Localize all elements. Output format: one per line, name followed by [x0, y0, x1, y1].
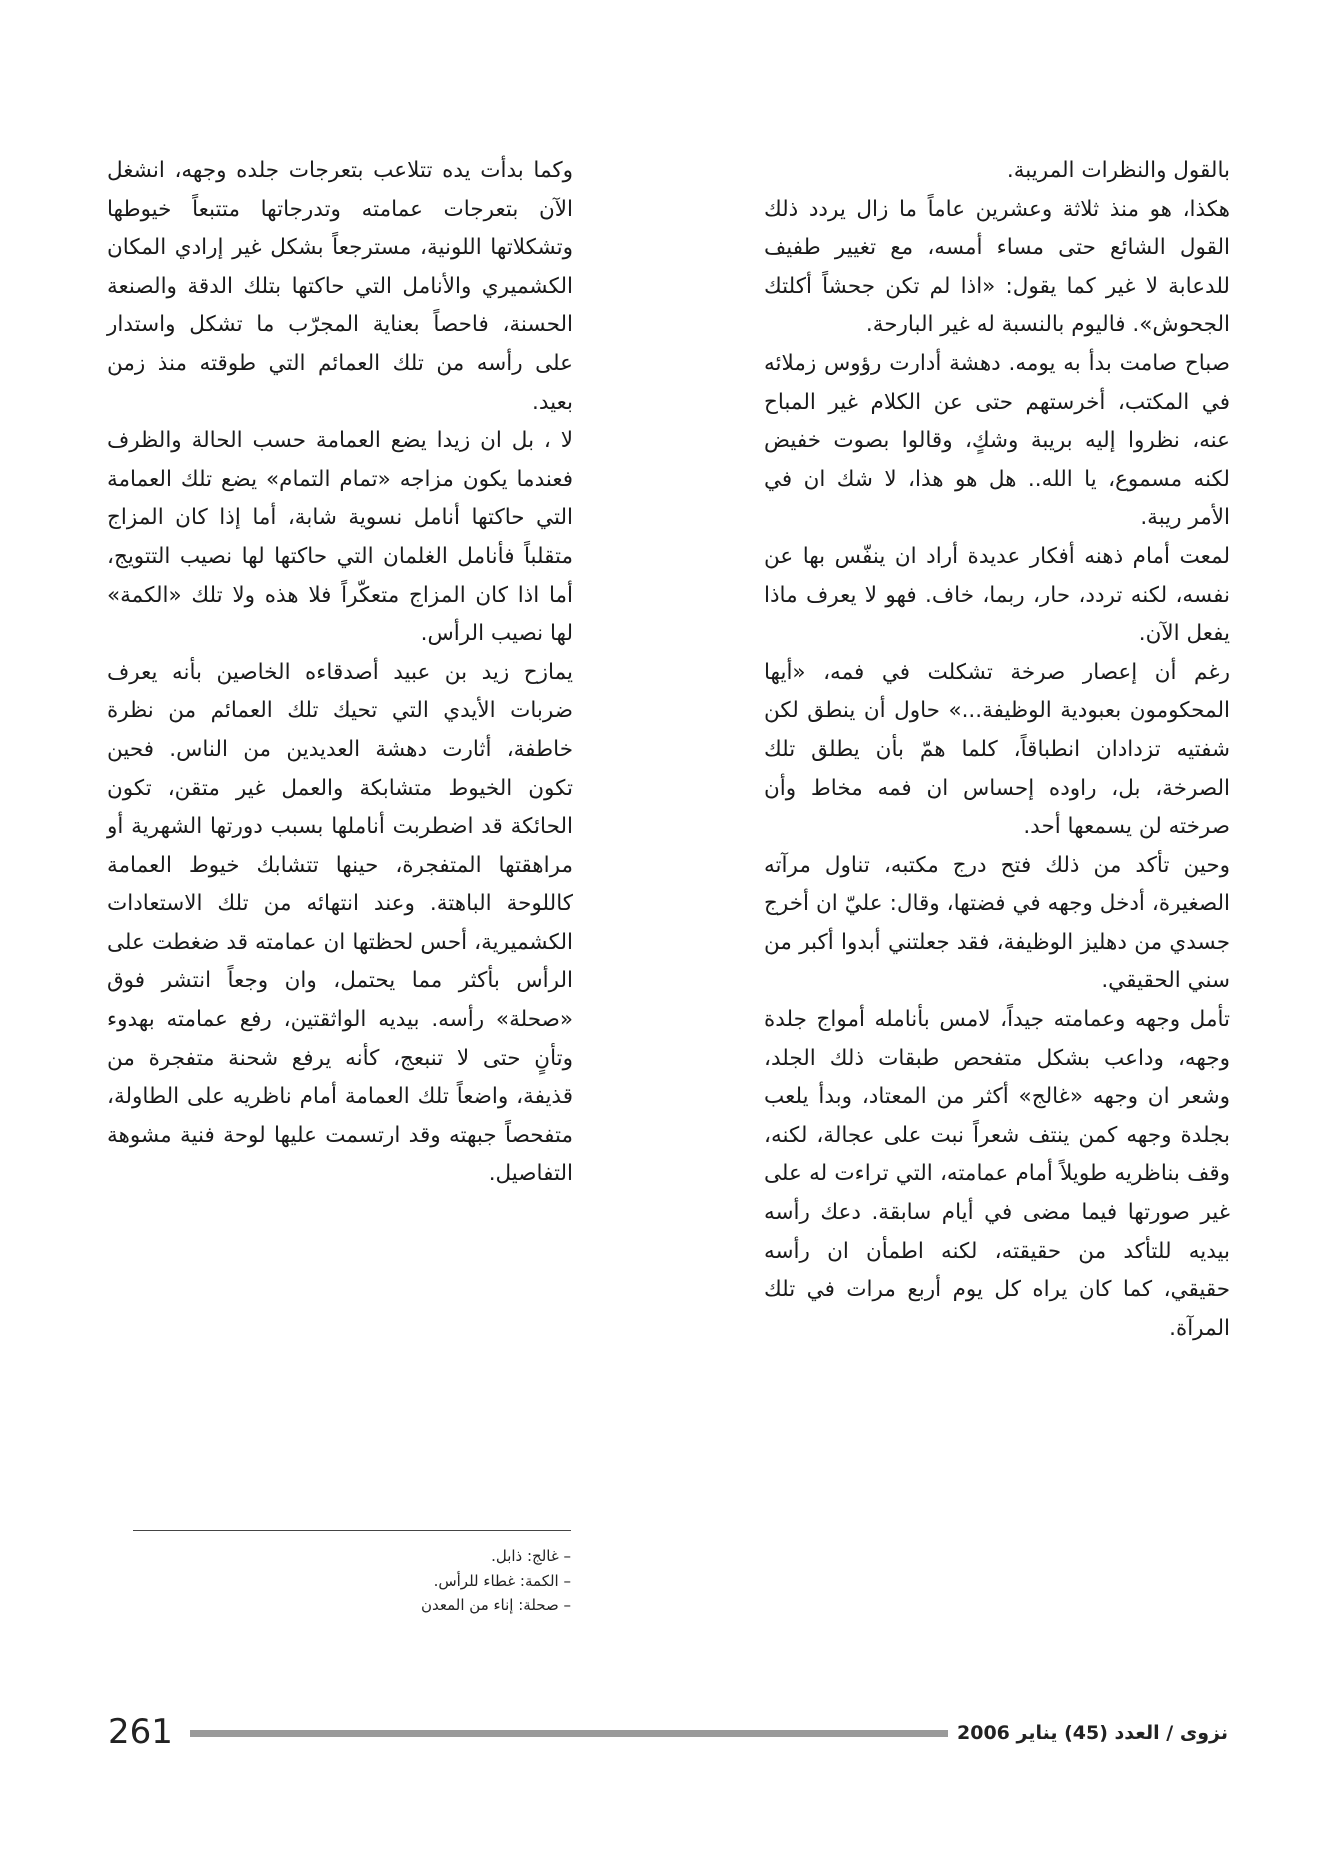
paragraph: لمعت أمام ذهنه أفكار عديدة أراد ان ينفّس بها عن نفسه، لكنه تردد، حار، ربما، خاف. فهو لا يعرف ماذا يفعل الآن. [764, 543, 1230, 647]
footnote: – الكمة: غطاء للرأس. [433, 1571, 571, 1590]
paragraph: تأمل وجهه وعمامته جيداً، لامس بأنامله أمواج جلدة وجهه، وداعب بشكل متفحص طبقات ذلك الجلد، وشعر ان وجهه «غالج» أكثر من المعتاد، وبدأ يلعب بجلدة وجهه كمن ينتف شعراً نبت على عجالة، لكنه، وقف بناظريه طويلاً أمام عمامته، التي تراءت له على غير صورتها فيما مضى في أيام سابقة. دعك رأسه بيديه للتأكد من حقيقته، لكنه اطمأن ان رأسه حقيقي، كما كان يراه كل يوم أربع مرات في تلك المرآة. [764, 1007, 1230, 1341]
footnotes [330, 1544, 571, 1618]
publication-info: نزوى / العدد (45) يناير 2006 [957, 1722, 1228, 1744]
right-column [764, 152, 1230, 1348]
paragraph: صباح صامت بدأ به يومه. دهشة أدارت رؤوس زملائه في المكتب، أخرستهم حتى عن الكلام غير المباح عنه، نظروا إليه بريبة وشكٍ، وقالوا بصوت خفيض لكنه مسموع، يا الله.. هل هو هذا، لا شك ان في الأمر ريبة. [764, 350, 1230, 531]
paragraph: بالقول والنظرات المريبة. [1006, 158, 1230, 183]
paragraph: رغم أن إعصار صرخة تشكلت في فمه، «أيها المحكومون بعبودية الوظيفة...» حاول أن ينطق لكن شفتيه تزدادان انطباقاً، كلما همّ بأن يطلق تلك الصرخة، بل، راوده إحساس ان فمه مخاط وأن صرخته لن يسمعها أحد. [764, 659, 1230, 840]
paragraph: وحين تأكد من ذلك فتح درج مكتبه، تناول مرآته الصغيرة، أدخل وجهه في فضتها، وقال: عليّ ان أخرج جسدي من دهليز الوظيفة، فقد جعلتني أبدوا أكبر من سني الحقيقي. [764, 852, 1230, 994]
footnote-divider [133, 1530, 571, 1531]
paragraph: يمازح زيد بن عبيد أصدقاءه الخاصين بأنه يعرف ضربات الأيدي التي تحيك تلك العمائم من نظرة خاطفة، أثارت دهشة العديدين من الناس. فحين تكون الخيوط متشابكة والعمل غير متقن، تكون الحائكة قد اضطربت أناملها بسبب دورتها الشهرية أو مراهقتها المتفجرة، حينها تتشابك خيوط العمامة كاللوحة الباهتة. وعند انتهائه من تلك الاستعادات الكشميرية، أحس لحظتها ان عمامته قد ضغطت على الرأس بأكثر مما يحتمل، وان وجعاً انتشر فوق «صحلة» رأسه. بيديه الواثقتين، رفع عمامته بهدوء وتأنٍ حتى لا تنبعج، كأنه يرفع شحنة متفجرة من قذيفة، واضعاً تلك العمامة أمام ناظريه على الطاولة، متفحصاً جبهته وقد ارتسمت عليها لوحة فنية مشوهة التفاصيل. [107, 659, 573, 1187]
left-column [107, 152, 573, 1194]
footer-rule [190, 1730, 948, 1737]
paragraph: لا ، بل ان زيدا يضع العمامة حسب الحالة والظرف فعندما يكون مزاجه «تمام التمام» يضع تلك العمامة التي حاكتها أنامل نسوية شابة، أما إذا كان المزاج متقلباً فأنامل الغلمان التي حاكتها لها نصيب التتويج، أما اذا كان المزاج متعكّراً فلا هذه ولا تلك «الكمة» لها نصيب الرأس. [107, 428, 573, 647]
paragraph: وكما بدأت يده تتلاعب بتعرجات جلده وجهه، انشغل الآن بتعرجات عمامته وتدرجاتها متتبعاً خيوطها وتشكلاتها اللونية، مسترجعاً بشكل غير إرادي المكان الكشميري والأنامل التي حاكتها بتلك الدقة والصنعة الحسنة، فاحصاً بعناية المجرّب ما تشكل واستدار على رأسه من تلك العمائم التي طوقته منذ زمن بعيد. [107, 158, 573, 415]
page-number: 261 [108, 1712, 173, 1752]
paragraph: هكذا، هو منذ ثلاثة وعشرين عاماً ما زال يردد ذلك القول الشائع حتى مساء أمسه، مع تغيير طفيف للدعابة لا غير كما يقول: «اذا لم تكن جحشاً أكلتك الجحوش». فاليوم بالنسبة له غير البارحة. [764, 196, 1230, 338]
footnote: – غالج: ذابل. [491, 1547, 571, 1565]
footnote: – صحلة: إناء من المعدن [420, 1596, 571, 1614]
